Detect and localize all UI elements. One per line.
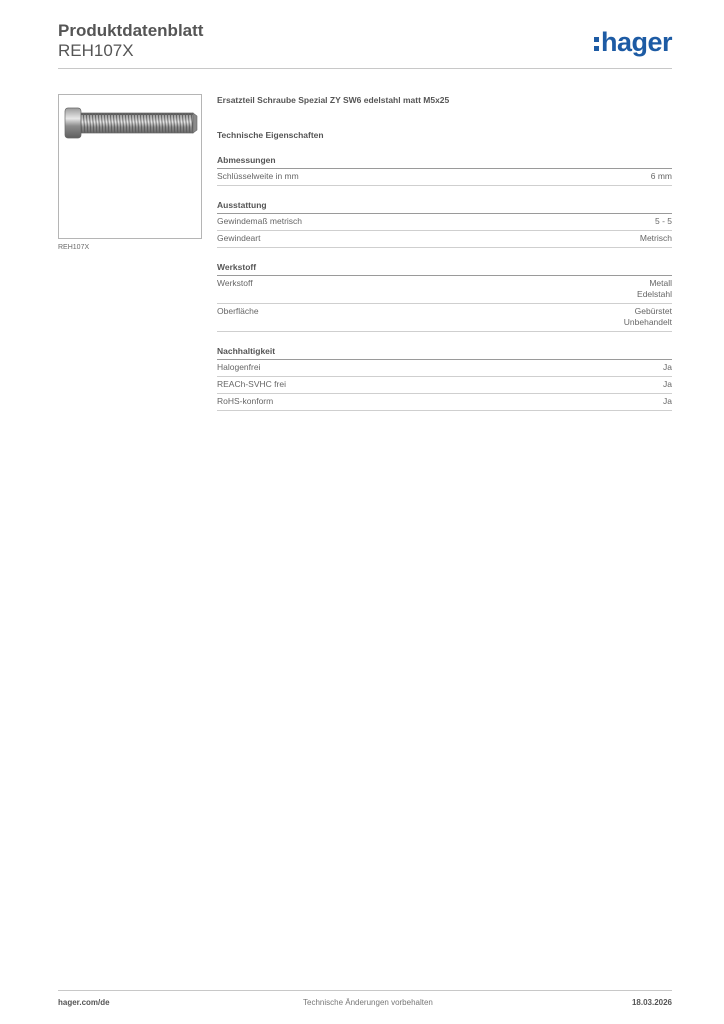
spec-label: REACh-SVHC frei xyxy=(217,379,286,389)
spec-value xyxy=(624,306,672,328)
spec-label: Werkstoff xyxy=(217,278,253,288)
spec-value xyxy=(663,362,672,373)
spec-value xyxy=(637,278,672,300)
group-heading: Ausstattung xyxy=(217,200,672,214)
document-title: Produktdatenblatt xyxy=(58,21,204,40)
value-line: 6 mm xyxy=(650,171,672,181)
logo-dots-icon xyxy=(594,37,599,51)
group-abmessungen xyxy=(217,155,672,186)
hager-logo xyxy=(594,26,672,58)
spec-row xyxy=(217,304,672,332)
spec-value xyxy=(640,233,672,244)
group-heading: Nachhaltigkeit xyxy=(217,346,672,360)
spec-row xyxy=(217,377,672,394)
spec-row xyxy=(217,360,672,377)
group-heading: Werkstoff xyxy=(217,262,672,276)
group-werkstoff xyxy=(217,262,672,332)
spec-label: Schlüsselweite in mm xyxy=(217,171,299,181)
spec-row xyxy=(217,394,672,411)
value-line: Unbehandelt xyxy=(623,317,672,327)
spec-label: Oberfläche xyxy=(217,306,259,316)
group-heading: Abmessungen xyxy=(217,155,672,169)
value-line: Ja xyxy=(663,379,672,389)
group-ausstattung xyxy=(217,200,672,248)
tech-properties-heading: Technische Eigenschaften xyxy=(217,130,324,140)
value-line: 5 - 5 xyxy=(654,216,672,226)
spec-label: Gewindemaß metrisch xyxy=(217,216,303,226)
spec-row xyxy=(217,276,672,304)
value-line: Ja xyxy=(663,396,672,406)
product-image xyxy=(58,94,202,239)
image-caption: REH107X xyxy=(58,244,90,251)
disclaimer: Technische Änderungen vorbehalten xyxy=(303,998,433,1007)
spec-label: Halogenfrei xyxy=(217,362,261,372)
page-header xyxy=(58,20,672,70)
value-line: Edelstahl xyxy=(637,289,672,299)
logo-text: hager xyxy=(600,27,672,57)
spec-value xyxy=(655,216,672,227)
group-nachhaltigkeit xyxy=(217,346,672,411)
value-line: Metall xyxy=(649,278,672,288)
value-line: Gebürstet xyxy=(634,306,672,316)
product-code: REH107X xyxy=(58,41,134,60)
spec-row xyxy=(217,231,672,248)
product-name: Ersatzteil Schraube Spezial ZY SW6 edelstahl matt M5x25 xyxy=(217,95,450,105)
footer-divider xyxy=(58,990,672,991)
value-line: Ja xyxy=(663,362,672,372)
spec-value xyxy=(651,171,672,182)
spec-panel xyxy=(217,94,672,411)
spec-row xyxy=(217,169,672,186)
spec-row xyxy=(217,214,672,231)
spec-label: Gewindeart xyxy=(217,233,261,243)
value-line: Metrisch xyxy=(639,233,672,243)
screw-icon xyxy=(59,95,201,238)
spec-value xyxy=(663,379,672,390)
spec-label: RoHS-konform xyxy=(217,396,274,406)
website-link[interactable]: hager.com/de xyxy=(58,998,110,1007)
spec-value xyxy=(663,396,672,407)
document-date: 18.03.2026 xyxy=(631,998,672,1007)
header-divider xyxy=(58,68,672,69)
